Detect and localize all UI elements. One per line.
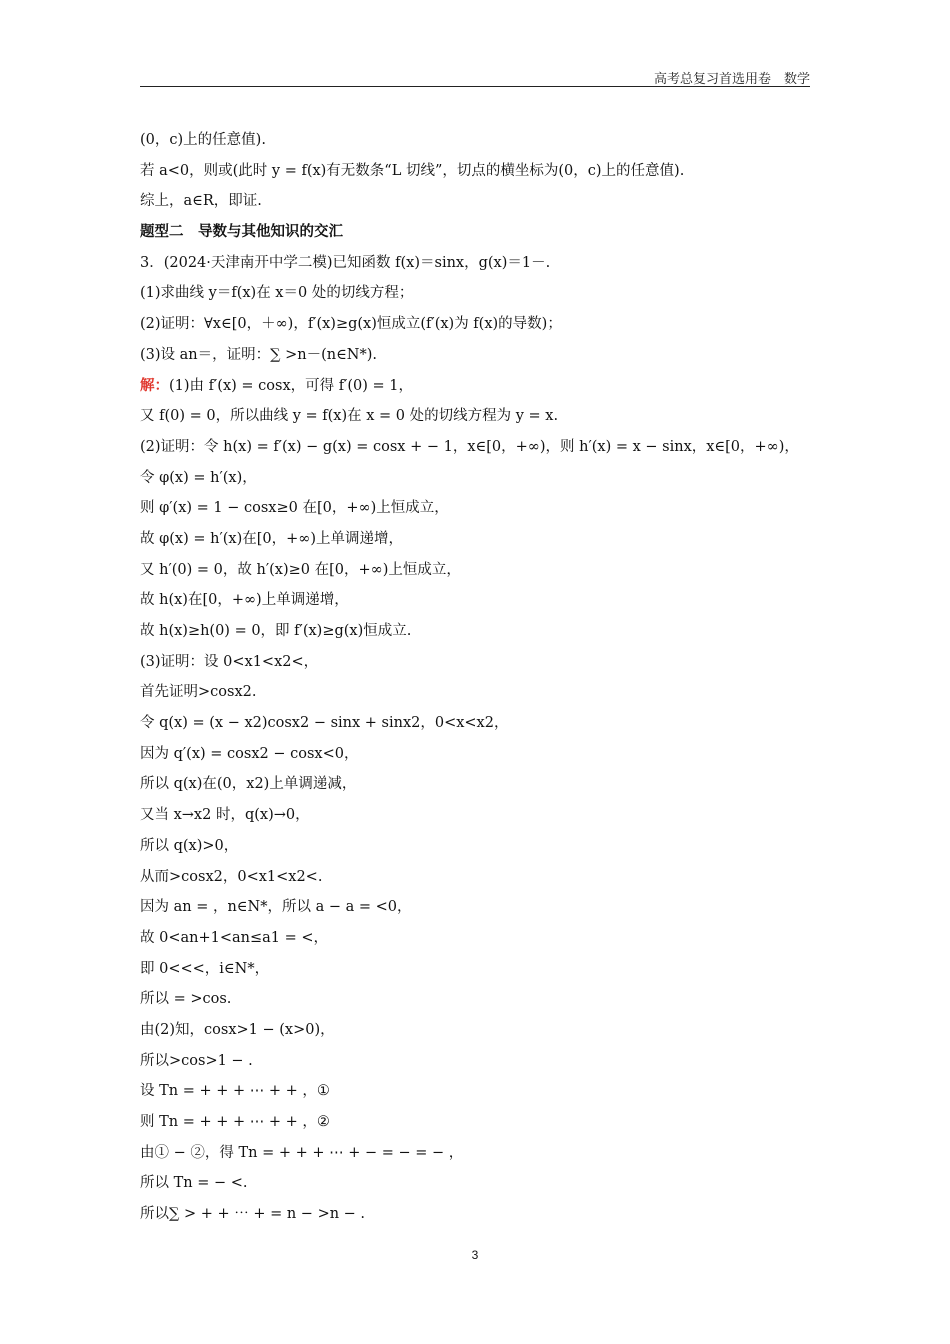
answer-label: 解：	[140, 377, 169, 394]
text-line: 故 h(x)≥h(0) = 0，即 f′(x)≥g(x)恒成立.	[140, 623, 412, 639]
text-line: 所以 q(x)>0，	[140, 837, 239, 854]
problem-part-3: (3)设 an＝，证明：∑ >n－(n∈N*).	[140, 346, 378, 363]
text-line: (3)证明：设 0<x1<x2<，	[140, 653, 319, 670]
text-line: 因为 q′(x) = cosx2 − cosx<0，	[140, 745, 359, 762]
header-title: 高考总复习首选用卷 数学	[653, 72, 810, 87]
text-line: 从而>cosx2，0<x1<x2<.	[140, 868, 323, 885]
text-line: 综上，a∈R，即证.	[140, 193, 262, 210]
text-line: 则 φ′(x) = 1 − cosx≥0 在[0，+∞)上恒成立，	[140, 500, 449, 517]
text-line: 又 h′(0) = 0，故 h′(x)≥0 在[0，+∞)上恒成立，	[140, 561, 461, 578]
text-line: 故 h(x)在[0，+∞)上单调递增，	[140, 592, 349, 609]
text-line: 令 φ(x) = h′(x)，	[140, 469, 257, 486]
text-line: 令 q(x) = (x − x2)cosx2 − sinx + sinx2，0<x<x2，	[140, 715, 509, 732]
text-line: 设 Tn = + + + ⋯ + + ，①	[140, 1083, 330, 1100]
text-line: (0，c)上的任意值).	[140, 132, 266, 148]
section-heading: 题型二 导数与其他知识的交汇	[140, 224, 343, 241]
text-line: 所以 = >cos.	[140, 991, 232, 1008]
text-line: 故 0<an+1<an≤a1 = <，	[140, 929, 329, 946]
text-line: 首先证明>cosx2.	[140, 684, 257, 701]
text-line: 故 φ(x) = h′(x)在[0，+∞)上单调递增，	[140, 530, 404, 547]
text-line: 所以>cos>1 − .	[140, 1052, 253, 1069]
text-line: 由① − ②，得 Tn = + + + ⋯ + − = − = − ，	[140, 1144, 464, 1161]
problem-part-1: (1)求曲线 y＝f(x)在 x＝0 处的切线方程；	[140, 285, 414, 302]
text-line: 又 f(0) = 0，所以曲线 y = f(x)在 x = 0 处的切线方程为 y = x.	[140, 408, 559, 425]
text-line: 所以∑ > + + ⋯ + = n − >n − .	[140, 1206, 366, 1223]
text-line: 即 0<<<，i∈N*，	[140, 960, 270, 977]
text-line: (2)证明：令 h(x) = f′(x) − g(x) = cosx + − 1，x∈[0，+∞)，则 h′(x) = x − sinx，x∈[0，+∞)，	[140, 438, 799, 455]
text-line: 若 a<0，则或(此时 y = f(x)有无数条“L 切线”，切点的横坐标为(0，c)上的任意值).	[140, 162, 685, 179]
problem-statement: 3．(2024·天津南开中学二模)已知函数 f(x)＝sinx，g(x)＝1－.	[140, 254, 551, 271]
text-line: 由(2)知，cosx>1 − (x>0)，	[140, 1021, 335, 1038]
page-number: 3	[471, 1248, 479, 1262]
text-line: 因为 an = ，n∈N*，所以 a − a = <0，	[140, 899, 412, 916]
text-line: 所以 Tn = − <.	[140, 1175, 248, 1192]
page-header	[140, 66, 810, 87]
document-body	[140, 125, 820, 1230]
problem-part-2: (2)证明：∀x∈[0，＋∞)，f′(x)≥g(x)恒成立(f′(x)为 f(x)的导数)；	[140, 316, 562, 333]
text-line: (1)由 f′(x) = cosx，可得 f′(0) = 1，	[169, 377, 414, 394]
text-line: 则 Tn = + + + ⋯ + + ，②	[140, 1114, 330, 1130]
text-line: 又当 x→x2 时，q(x)→0，	[140, 807, 310, 824]
solution-start	[140, 371, 820, 402]
text-line: 所以 q(x)在(0，x2)上单调递减，	[140, 776, 357, 793]
